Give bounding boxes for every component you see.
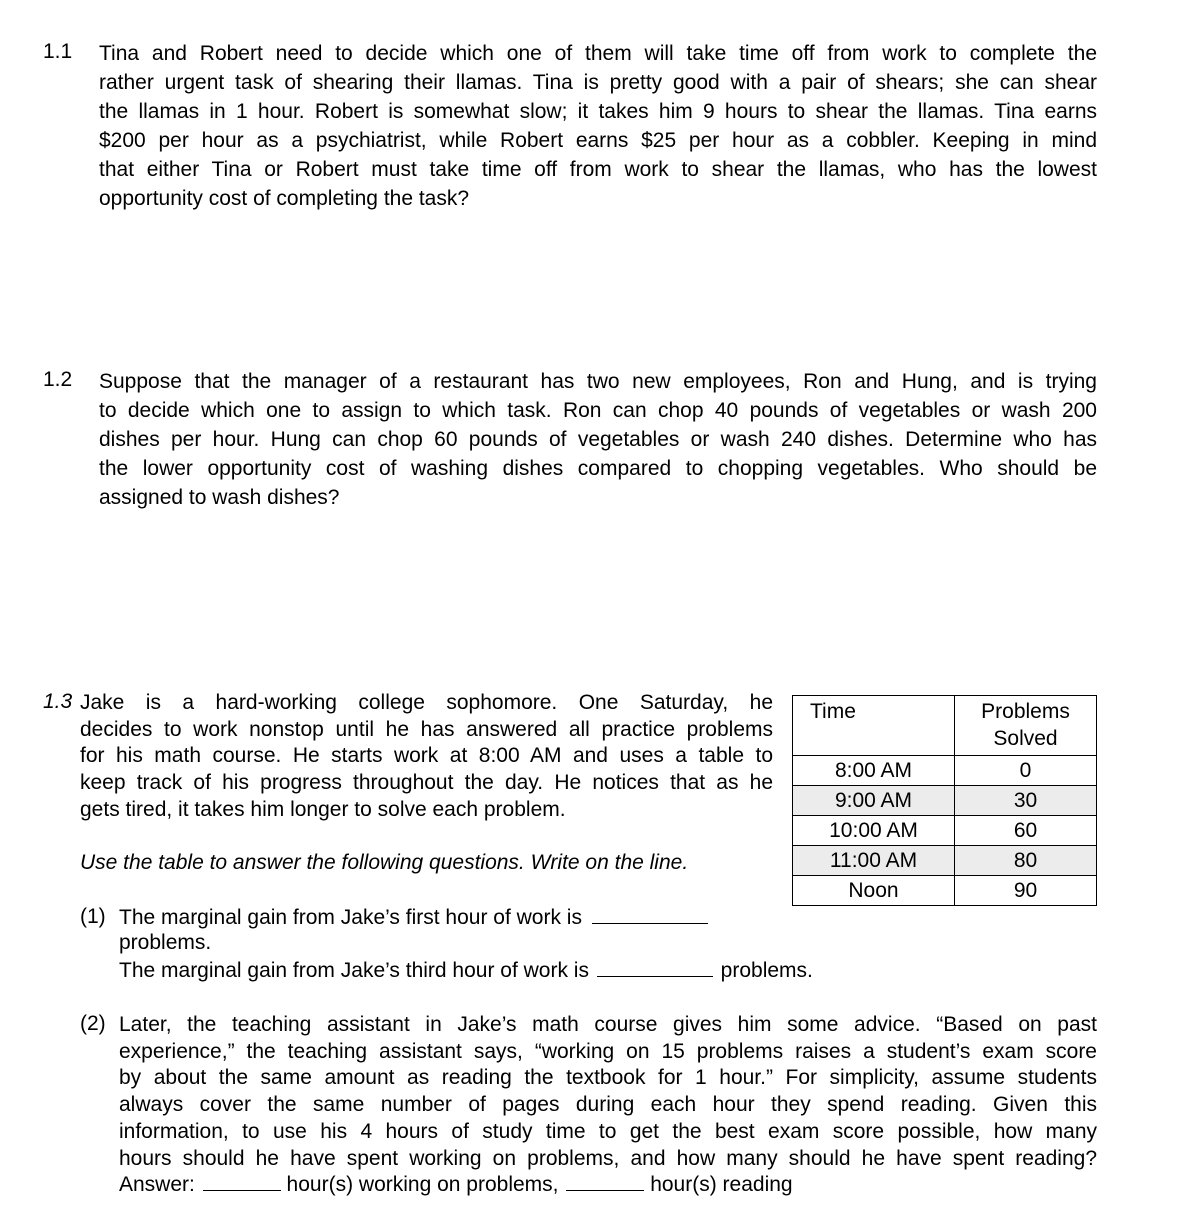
time-cell: 10:00 AM bbox=[793, 816, 955, 846]
q12-line: the lower opportunity cost of washing dishes compared to chopping vegetables. Who should be bbox=[99, 456, 1097, 480]
q11-line: Tina and Robert need to decide which one of them will take time off from work to complete the bbox=[99, 42, 1097, 65]
table-row bbox=[793, 876, 1097, 906]
q13-intro-line: decides to work nonstop until he has answered all practice problems bbox=[80, 717, 773, 741]
answer-blank-problem-hours[interactable] bbox=[203, 1172, 281, 1191]
part-1-third-hour-text: The marginal gain from Jake’s third hour of work is bbox=[119, 959, 589, 982]
part-1-label: (1) bbox=[80, 905, 106, 928]
part-1-line-3 bbox=[119, 958, 813, 983]
q13-intro-line: for his math course. He starts work at 8:00 AM and uses a table to bbox=[80, 744, 773, 768]
header-problems-word: Problems bbox=[981, 700, 1070, 723]
part-1-problems-suffix: problems. bbox=[720, 959, 813, 982]
time-cell: 8:00 AM bbox=[793, 756, 955, 786]
solved-cell: 60 bbox=[955, 816, 1097, 846]
answer-problems-text: hour(s) working on problems, bbox=[286, 1173, 559, 1197]
part-2-line: experience,” the teaching assistant says, “working on 15 problems raises a student’s exam score bbox=[119, 1039, 1097, 1063]
header-time: Time bbox=[793, 696, 955, 756]
time-cell: 11:00 AM bbox=[793, 846, 955, 876]
part-2-line: hours should he have spent working on problems, and how many should he have spent reading? bbox=[119, 1146, 1097, 1170]
part-1-line-1 bbox=[119, 905, 779, 930]
table-row bbox=[793, 756, 1097, 786]
part-1-first-hour-text: The marginal gain from Jake’s first hour of work is bbox=[119, 906, 582, 929]
solved-cell: 80 bbox=[955, 846, 1097, 876]
part-1-line-2: problems. bbox=[119, 931, 212, 954]
header-problems-solved bbox=[955, 696, 1097, 756]
q11-line: the llamas in 1 hour. Robert is somewhat slow; it takes him 9 hours to shear the llamas. Tina earns bbox=[99, 99, 1097, 123]
part-2-label: (2) bbox=[80, 1012, 106, 1035]
question-1-3-instruction: Use the table to answer the following questions. Write on the line. bbox=[80, 851, 689, 874]
problems-solved-table bbox=[792, 695, 1097, 906]
q12-line: dishes per hour. Hung can chop 60 pounds of vegetables or wash 240 dishes. Determine who has bbox=[99, 427, 1097, 451]
q12-line: Suppose that the manager of a restaurant has two new employees, Ron and Hung, and is trying bbox=[99, 370, 1097, 393]
solved-cell: 0 bbox=[955, 756, 1097, 786]
q11-line: opportunity cost of completing the task? bbox=[99, 186, 470, 210]
part-2-text bbox=[119, 1012, 1097, 1199]
header-solved-word: Solved bbox=[993, 727, 1058, 750]
table-header-row bbox=[793, 696, 1097, 756]
table-row bbox=[793, 786, 1097, 816]
q11-line: rather urgent task of shearing their llamas. Tina is pretty good with a pair of shears; she can shear bbox=[99, 70, 1097, 94]
part-2-answer-line bbox=[119, 1172, 1097, 1199]
q11-line: that either Tina or Robert must take time off from work to shear the llamas, who has the lowest bbox=[99, 157, 1097, 181]
part-2-line: information, to use his 4 hours of study time to get the best exam score possible, how many bbox=[119, 1119, 1097, 1143]
q11-line: $200 per hour as a psychiatrist, while Robert earns $25 per hour as a cobbler. Keeping in mind bbox=[99, 128, 1097, 152]
question-1-1-text bbox=[99, 40, 1097, 213]
part-2-line: always cover the same number of pages during each hour they spend reading. Given this bbox=[119, 1093, 1097, 1117]
q13-intro-line: gets tired, it takes him longer to solve each problem. bbox=[80, 797, 566, 821]
question-number-1-2: 1.2 bbox=[43, 368, 73, 391]
q12-line: assigned to wash dishes? bbox=[99, 485, 340, 509]
table-row bbox=[793, 816, 1097, 846]
question-number-1-3: 1.3 bbox=[43, 690, 73, 713]
time-cell: 9:00 AM bbox=[793, 786, 955, 816]
time-cell: Noon bbox=[793, 876, 955, 906]
question-1-3-intro bbox=[80, 690, 773, 824]
question-1-2-text bbox=[99, 368, 1097, 513]
q12-line: to decide which one to assign to which task. Ron can chop 40 pounds of vegetables or wash 200 bbox=[99, 398, 1097, 422]
answer-label: Answer: bbox=[119, 1173, 195, 1197]
question-number-1-1: 1.1 bbox=[43, 40, 73, 63]
q13-intro-line: Jake is a hard-working college sophomore. One Saturday, he bbox=[80, 691, 773, 714]
solved-cell: 30 bbox=[955, 786, 1097, 816]
part-2-line: Later, the teaching assistant in Jake’s math course gives him some advice. “Based on past bbox=[119, 1013, 1097, 1036]
table-row bbox=[793, 846, 1097, 876]
answer-blank-third-hour[interactable] bbox=[597, 958, 713, 977]
answer-reading-text: hour(s) reading bbox=[650, 1173, 793, 1197]
q13-intro-line: keep track of his progress throughout the day. He notices that as he bbox=[80, 771, 773, 795]
part-2-line: by about the same amount as reading the textbook for 1 hour.” For simplicity, assume students bbox=[119, 1066, 1097, 1090]
answer-blank-reading-hours[interactable] bbox=[566, 1172, 644, 1191]
solved-cell: 90 bbox=[955, 876, 1097, 906]
answer-blank-first-hour[interactable] bbox=[592, 905, 708, 924]
